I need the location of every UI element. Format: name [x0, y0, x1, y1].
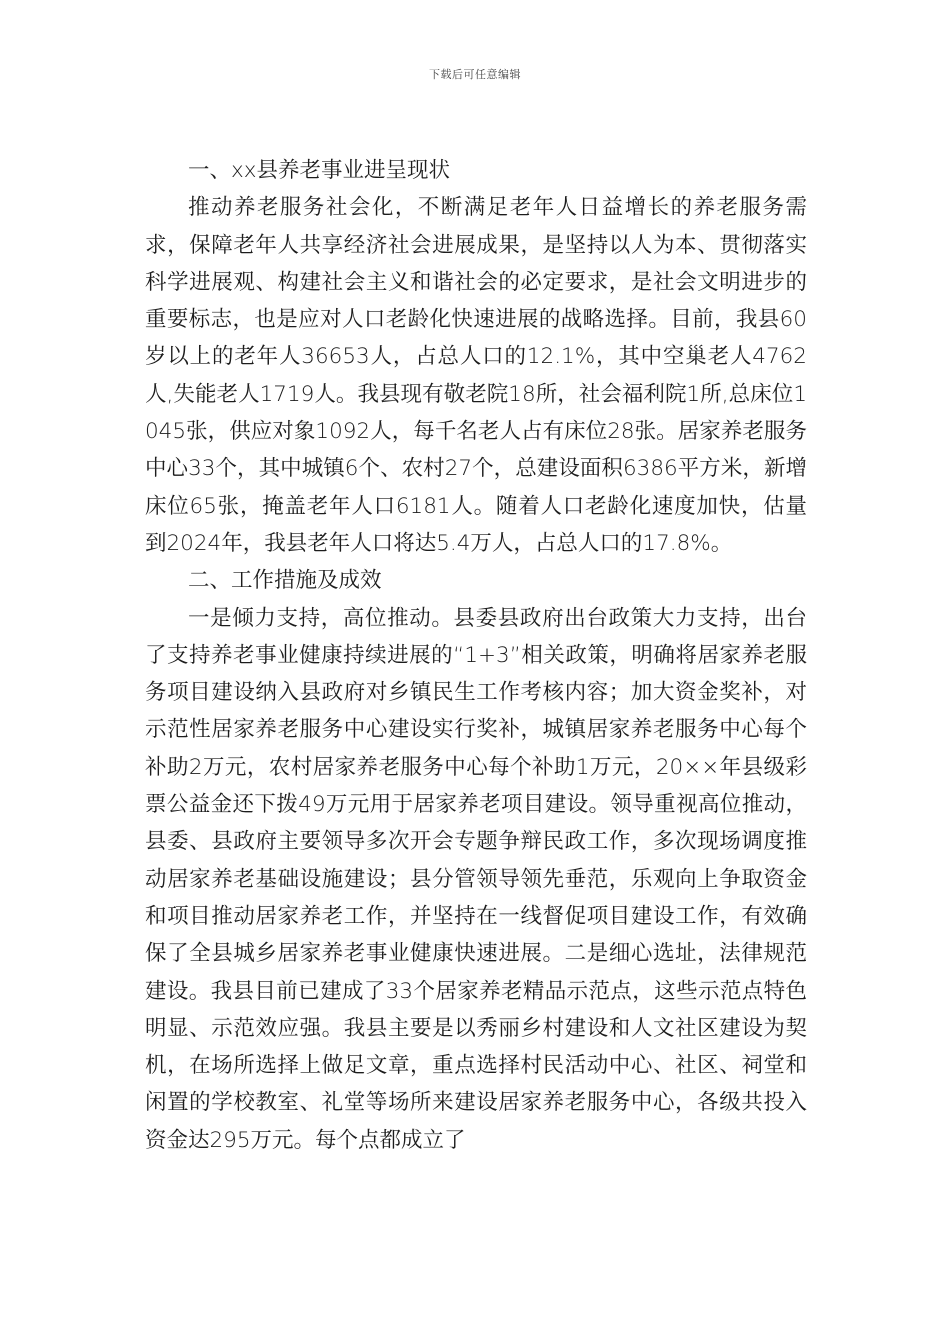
document-body [145, 152, 807, 1159]
header-note: 下载后可任意编辑 [429, 68, 521, 81]
section-heading-status: 一、xx县养老事业进呈现状 [188, 158, 450, 183]
paragraph-measures: 一是倾力支持，高位推动。县委县政府出台政策大力支持，出台了支持养老事业健康持续进展的“1+3”相关政策，明确将居家养老服务项目建设纳入县政府对乡镇民生工作考核内容；加大资金奖补，对示范性居家养老服务中心建设实行奖补，城镇居家养老服务中心每个补助2万元，农村居家养老服务中心每个补助1万元，20××年县级彩票公益金还下拨49万元用于居家养老项目建设。领导重视高位推动，县委、县政府主要领导多次开会专题争辩民政工作，多次现场调度推动居家养老基础设施建设；县分管领导领先垂范，乐观向上争取资金和项目推动居家养老工作，并坚持在一线督促项目建设工作，有效确保了全县城乡居家养老事业健康快速进展。二是细心选址，法律规范建设。我县目前已建成了33个居家养老精品示范点，这些示范点特色明显、示范效应强。我县主要是以秀丽乡村建设和人文社区建设为契机，在场所选择上做足文章，重点选择村民活动中心、社区、祠堂和闲置的学校教室、礼堂等场所来建设居家养老服务中心，各级共投入资金达295万元。每个点都成立了 [145, 605, 807, 1153]
section-heading-measures: 二、工作措施及成效 [188, 568, 382, 594]
paragraph-status: 推动养老服务社会化，不断满足老年人日益增长的养老服务需求，保障老年人共享经济社会进展成果，是坚持以人为本、贯彻落实科学进展观、构建社会主义和谐社会的必定要求，是社会文明进步的重要标志，也是应对人口老龄化快速进展的战略选择。目前，我县60岁以上的老年人36653人，占总人口的12.1%，其中空巢老人4762人,失能老人1719人。我县现有敬老院18所，社会福利院1所,总床位1045张，供应对象1092人，每千名老人占有床位28张。居家养老服务中心33个，其中城镇6个、农村27个，总建设面积6386平方米，新增床位65张，掩盖老年人口6181人。随着人口老龄化速度加快，估量到2024年，我县老年人口将达5.4万人，占总人口的17.8%。 [145, 195, 807, 556]
